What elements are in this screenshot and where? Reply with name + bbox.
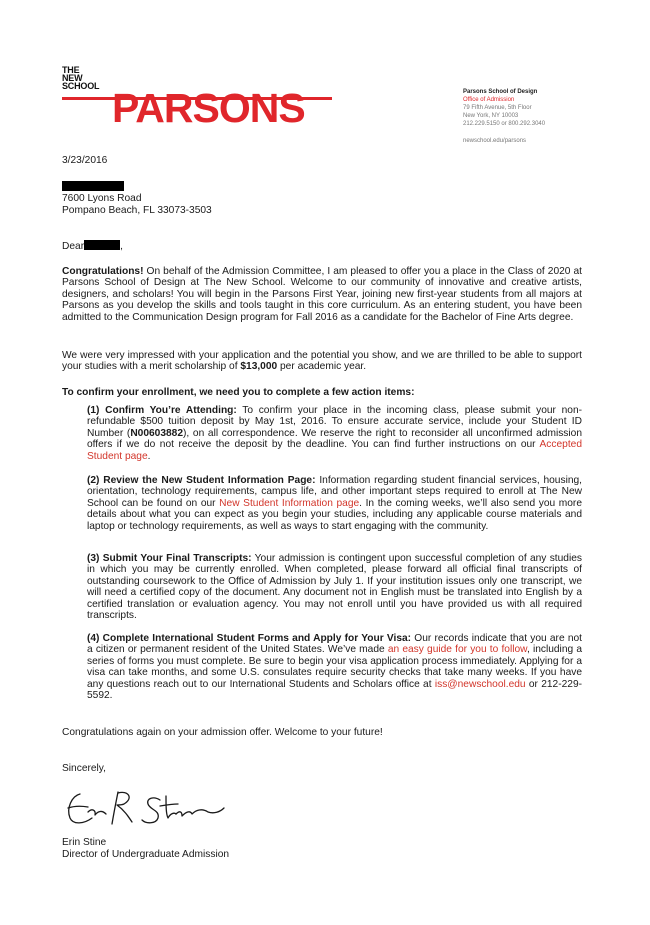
scholarship-amount: $13,000 [240, 361, 278, 373]
new-school-parsons-logo [62, 65, 305, 131]
letterhead-office: Office of Admission [463, 97, 515, 103]
signer-block [62, 837, 229, 861]
action-items-intro [62, 387, 582, 398]
recipient-address-line-1: 7600 Lyons Road [62, 193, 142, 205]
signer-title: Director of Undergraduate Admission [62, 849, 230, 860]
iss-email-link[interactable]: iss@newschool.edu [434, 678, 526, 690]
action-item-1-text-b: ), on all correspondence. We reserve the right to reconsider all unconfirmed admission offers if we do not receive the deposit by the deadline. You can find further instructions on our [87, 427, 582, 451]
letterhead-contact-block [463, 88, 545, 145]
logo-line-school: SCHOOL [62, 81, 100, 91]
action-item-3 [87, 553, 582, 621]
paragraph-1-body: On behalf of the Admission Committee, I am pleased to offer you a place in the Class of 2020 at Parsons School of Design at The New School. Welcome to our community of innovative and creative artists, designers, and scholars! You will begin in the Parsons First Year, joining new first-year students from all majors at Parsons as you develop the skills and tools taught in this core curriculum. As an entering student, you have been admitted to the Communication Design program for Fall 2016 as a candidate for the Bachelor of Fine Arts degree. [62, 266, 582, 323]
action-item-1-title: (1) Confirm You’re Attending: [87, 405, 237, 416]
student-id: N00603882 [130, 427, 183, 439]
accepted-student-page-link[interactable]: Accepted Student page [87, 439, 582, 462]
recipient-address-line-2: Pompano Beach, FL 33073-3503 [62, 204, 212, 216]
letterhead-phone: 212.229.5150 or 800.292.3040 [463, 121, 546, 127]
paragraph-scholarship [62, 350, 582, 373]
action-item-1-text-c: . [147, 450, 151, 462]
paragraph-congratulations [62, 266, 582, 323]
action-item-1 [87, 405, 582, 462]
logo-line-new: NEW [62, 73, 83, 83]
parsons-wordmark: PARSONS [112, 85, 305, 131]
closing-note: Congratulations again on your admission offer. Welcome to your future! [62, 727, 383, 738]
congratulations-lead: Congratulations! [62, 266, 144, 277]
new-school-wordmark [62, 66, 99, 90]
action-item-4-text-c: or 212-229-5592. [87, 678, 583, 702]
letterhead-address-1: 79 Fifth Avenue, 5th Floor [463, 105, 532, 111]
action-item-3-title: (3) Submit Your Final Transcripts: [87, 553, 252, 564]
action-item-2 [87, 475, 582, 532]
scholarship-text-a: We were very impressed with your application and the potential you show, and we are thrilled to be able to support your studies with a merit scholarship of [62, 350, 582, 373]
action-item-2-text-b: . In the coming weeks, we’ll also send you more details about what you can expect as you begin your studies, including any applicable course materials and laptop or technology requirements, as well as ways to start engaging with the community. [87, 497, 582, 532]
greeting-word: Dear [62, 241, 85, 252]
letterhead-address-2: New York, NY 10003 [463, 113, 519, 119]
action-item-4-text-a: Our records indicate that you are not a citizen or permanent resident of the United States. We’ve made [87, 633, 582, 656]
logo-line-the: THE [62, 65, 80, 75]
action-item-2-text-a: Information regarding student financial services, housing, orientation, technology requirements, campus life, and other important steps required to enroll at The New School can be found on our [87, 475, 582, 509]
action-item-2-title: (2) Review the New Student Information Page: [87, 475, 316, 486]
action-item-4-title: (4) Complete International Student Forms and Apply for Your Visa: [87, 633, 412, 644]
visa-guide-link[interactable]: an easy guide for you to follow [387, 644, 527, 656]
greeting-punctuation: , [120, 241, 123, 252]
action-items-intro-text: To confirm your enrollment, we need you to complete a few action items: [62, 387, 415, 398]
action-item-4-text-b: , including a series of forms you must complete. Be sure to begin your visa application process immediately. Applying for a visa can take months, and some U.S. consulates require security checks that take many weeks. If you have any questions reach out to our International Students and Scholars office at [87, 644, 582, 690]
action-item-1-text-a: To confirm your place in the incoming class, please submit your non-refundable $500 tuition deposit by May 1st, 2016. To ensure accurate service, include your Student ID Number ( [87, 405, 583, 439]
action-item-4 [87, 633, 582, 701]
signer-name: Erin Stine [62, 837, 107, 848]
handwritten-signature [62, 788, 232, 834]
signoff: Sincerely, [62, 763, 106, 774]
scholarship-text-b: per academic year. [277, 361, 367, 373]
redacted-recipient-name [62, 181, 124, 191]
recipient-address [62, 181, 582, 216]
letter-date: 3/23/2016 [62, 155, 108, 166]
action-item-3-body: Your admission is contingent upon successful completion of any studies in which you may be currently enrolled. When completed, please forward all official final transcripts of outstanding coursework to the Office of Admission by July 1. If your institution issues only one transcript, we will need a certified copy of the document. Any document not in English must be translated into English by a certified translation or evaluation agency. You may not enroll until you have provided us with all required transcripts. [87, 553, 582, 622]
letterhead-school-name: Parsons School of Design [463, 89, 538, 95]
letterhead-website: newschool.edu/parsons [463, 138, 527, 144]
redacted-greeting-name [84, 240, 120, 250]
new-student-information-page-link[interactable]: New Student Information page [219, 497, 360, 509]
greeting [62, 240, 582, 252]
